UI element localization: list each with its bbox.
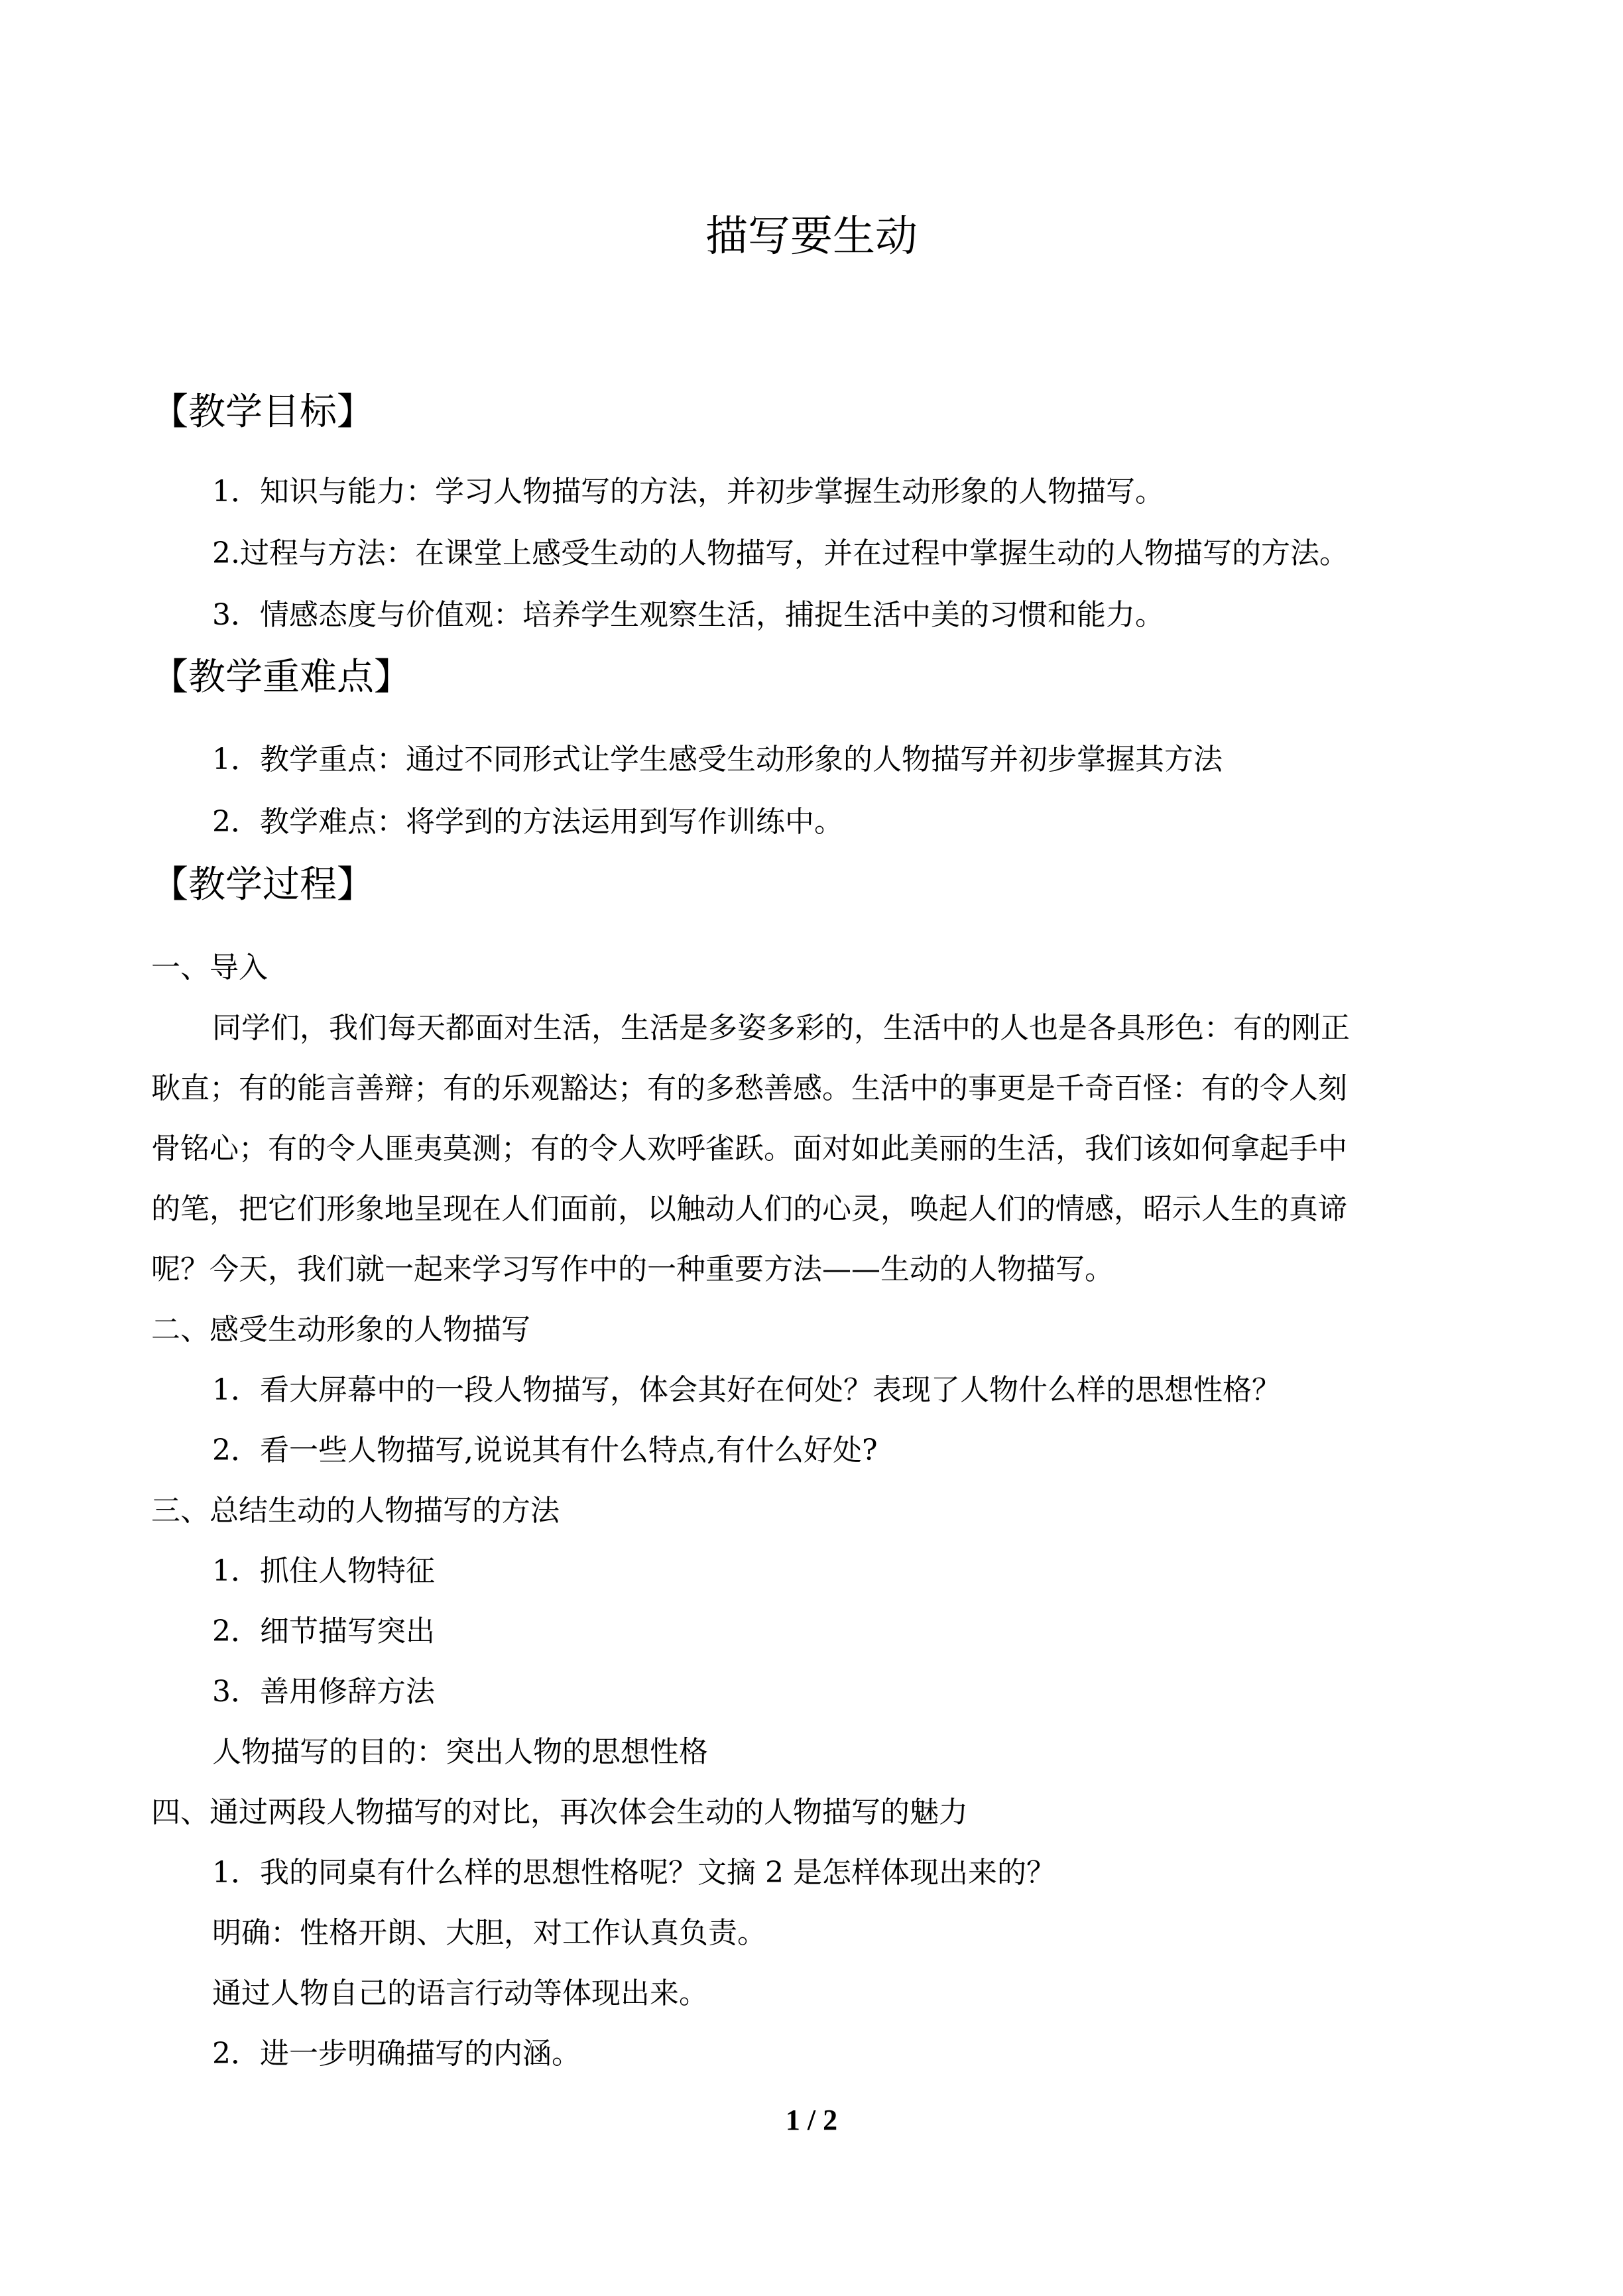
contrast-item: 通过人物自己的语言行动等体现出来。 xyxy=(212,1976,708,2010)
part-heading-summary: 三、总结生动的人物描写的方法 xyxy=(151,1494,560,1528)
part-heading-intro: 一、导入 xyxy=(151,951,268,985)
summary-item: 3．善用修辞方法 xyxy=(212,1675,435,1709)
summary-item: 人物描写的目的：突出人物的思想性格 xyxy=(212,1735,708,1769)
objective-item: 3．情感态度与价值观：培养学生观察生活，捕捉生活中美的习惯和能力。 xyxy=(212,598,1164,632)
intro-paragraph-line: 同学们，我们每天都面对生活，生活是多姿多彩的，生活中的人也是各具形色：有的刚正 xyxy=(212,1011,1350,1045)
summary-item: 1．抓住人物特征 xyxy=(212,1554,435,1588)
feel-item: 2．看一些人物描写,说说其有什么特点,有什么好处? xyxy=(212,1433,878,1467)
part-heading-feel: 二、感受生动形象的人物描写 xyxy=(151,1313,530,1347)
keypoint-item: 2．教学难点：将学到的方法运用到写作训练中。 xyxy=(212,805,843,839)
objective-item: 1．知识与能力：学习人物描写的方法，并初步掌握生动形象的人物描写。 xyxy=(212,475,1164,509)
objective-item: 2.过程与方法：在课堂上感受生动的人物描写，并在过程中掌握生动的人物描写的方法。 xyxy=(212,536,1349,570)
feel-item: 1．看大屏幕中的一段人物描写，体会其好在何处？表现了人物什么样的思想性格？ xyxy=(212,1373,1281,1407)
keypoints-heading: 【教学重难点】 xyxy=(151,656,411,699)
intro-paragraph-line: 呢？今天，我们就一起来学习写作中的一种重要方法——生动的人物描写。 xyxy=(151,1252,1114,1286)
summary-item: 2．细节描写突出 xyxy=(212,1614,435,1648)
intro-paragraph-line: 骨铭心；有的令人匪夷莫测；有的令人欢呼雀跃。面对如此美丽的生活，我们该如何拿起手中 xyxy=(151,1132,1347,1166)
contrast-item: 明确：性格开朗、大胆，对工作认真负责。 xyxy=(212,1916,766,1950)
contrast-item: 2．进一步明确描写的内涵。 xyxy=(212,2037,581,2071)
objectives-heading: 【教学目标】 xyxy=(151,391,374,434)
intro-paragraph-line: 的笔，把它们形象地呈现在人们面前，以触动人们的心灵，唤起人们的情感，昭示人生的真谛 xyxy=(151,1192,1347,1226)
page-number: 1 / 2 xyxy=(785,2104,838,2136)
keypoint-item: 1．教学重点：通过不同形式让学生感受生动形象的人物描写并初步掌握其方法 xyxy=(212,743,1223,776)
contrast-item: 1．我的同桌有什么样的思想性格呢？文摘 2 是怎样体现出来的？ xyxy=(212,1856,1055,1890)
document-title: 描写要生动 xyxy=(705,212,918,261)
process-heading: 【教学过程】 xyxy=(151,863,374,906)
intro-paragraph-line: 耿直；有的能言善辩；有的乐观豁达；有的多愁善感。生活中的事更是千奇百怪：有的令人刻 xyxy=(151,1071,1347,1105)
part-heading-contrast: 四、通过两段人物描写的对比，再次体会生动的人物描写的魅力 xyxy=(151,1795,968,1829)
